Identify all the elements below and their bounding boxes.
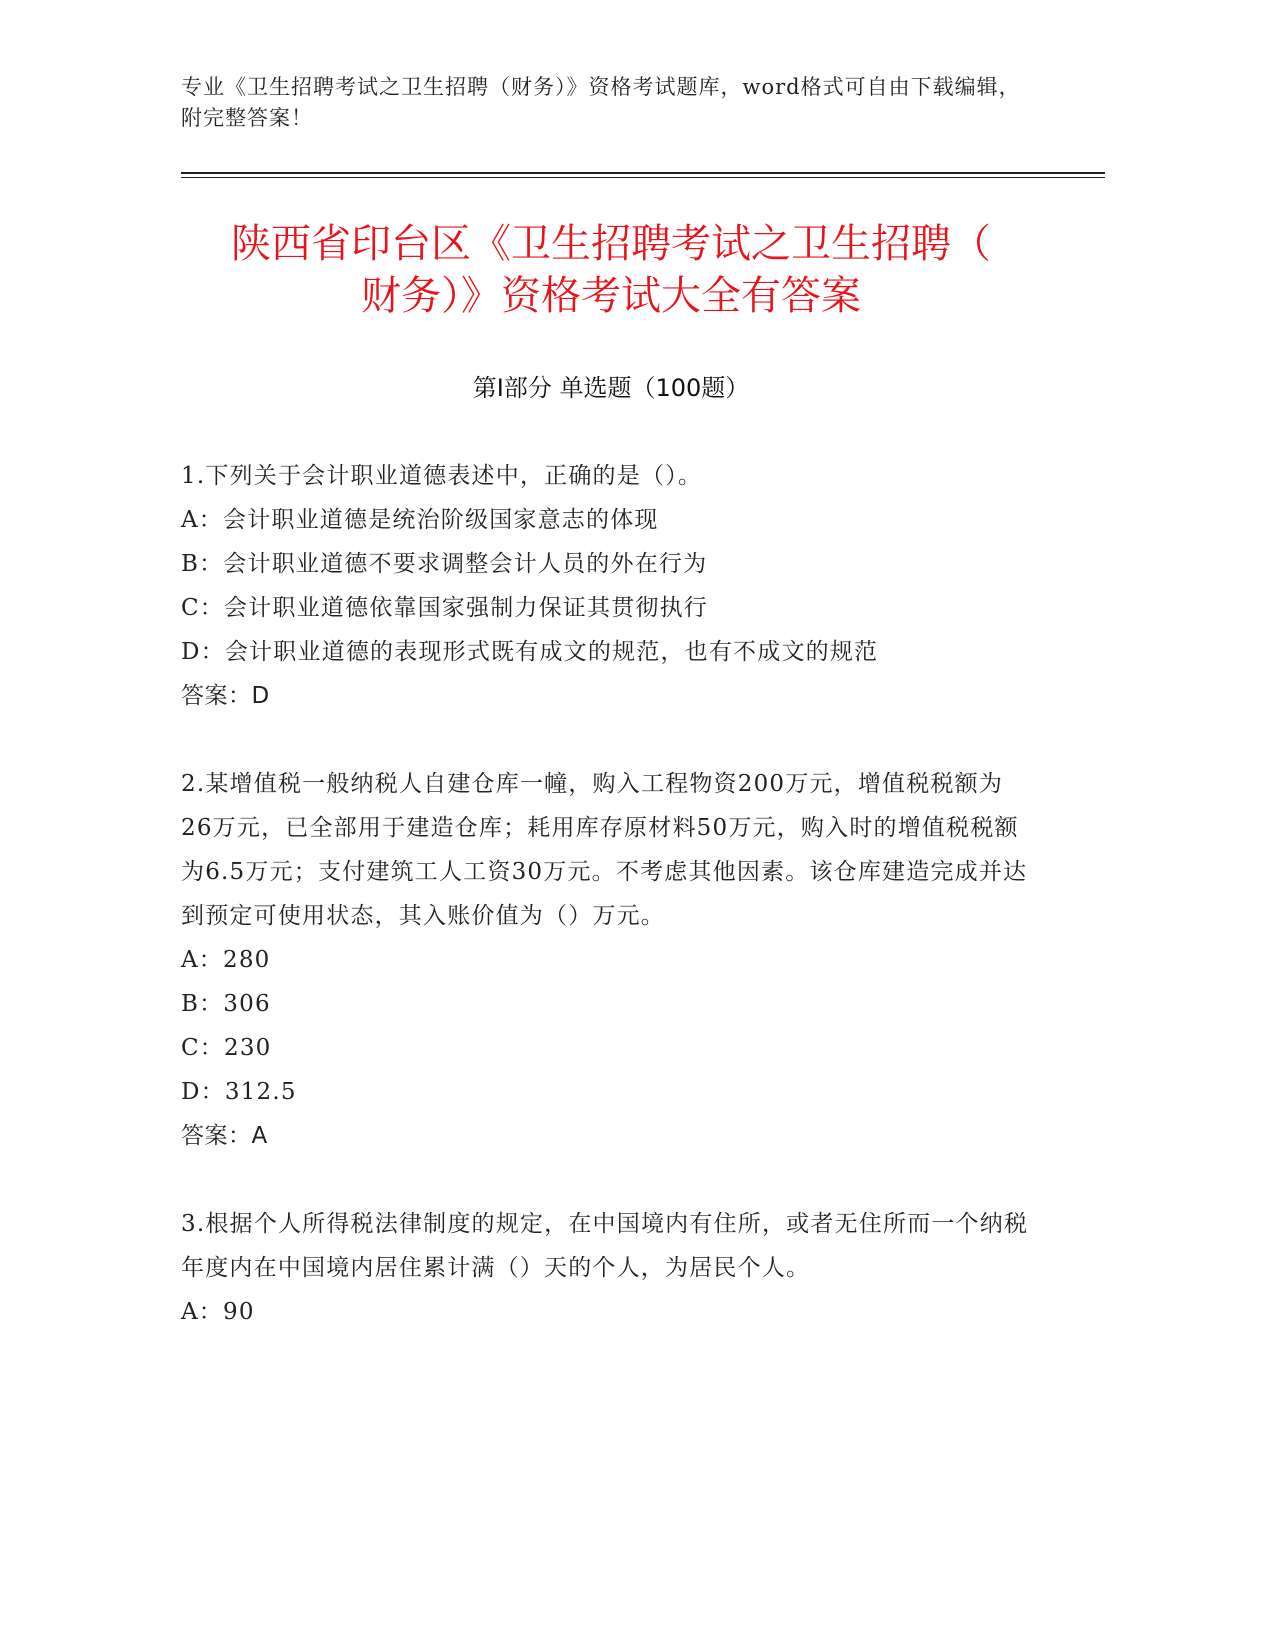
header-rule-thin xyxy=(181,177,1105,178)
answer: 答案：D xyxy=(181,683,270,709)
section-title: 第I部分 单选题（100题） xyxy=(472,374,750,402)
question-text: 3.根据个人所得税法律制度的规定，在中国境内有住所，或者无住所而一个纳税年度内在中国境内居住累计满（）天的个人，为居民个人。 xyxy=(181,1211,1029,1281)
question-text: 2.某增值税一般纳税人自建仓库一幢，购入工程物资200万元，增值税税额为26万元，已全部用于建造仓库；耗用库存原材料50万元，购入时的增值税税额为6.5万元；支付建筑工人工资30万元。不考虑其他因素。该仓库建造完成并达到预定可使用状态，其入账价值为（）万元。 xyxy=(181,771,1028,929)
spacer xyxy=(181,1158,1031,1202)
page-title-line-2: 财务）》资格考试大全有答案 xyxy=(361,273,861,319)
page-title xyxy=(181,218,1041,322)
question-text: 1.下列关于会计职业道德表述中，正确的是（）。 xyxy=(181,463,703,489)
header-note: 专业《卫生招聘考试之卫生招聘（财务）》资格考试题库，word格式可自由下载编辑，附完整答案！ xyxy=(181,75,1021,130)
spacer xyxy=(181,718,1031,762)
option-b: B：306 xyxy=(181,991,271,1017)
option-a: A：会计职业道德是统治阶级国家意志的体现 xyxy=(181,507,659,533)
option-a: A：280 xyxy=(181,947,271,973)
answer: 答案：A xyxy=(181,1123,268,1149)
option-d: D：会计职业道德的表现形式既有成文的规范，也有不成文的规范 xyxy=(181,639,879,665)
question-list xyxy=(181,454,1031,1334)
option-b: B：会计职业道德不要求调整会计人员的外在行为 xyxy=(181,551,708,577)
option-c: C：230 xyxy=(181,1035,272,1061)
question-1 xyxy=(181,454,1031,718)
option-a: A：90 xyxy=(181,1299,255,1325)
question-3 xyxy=(181,1202,1031,1334)
option-d: D：312.5 xyxy=(181,1079,297,1105)
question-2 xyxy=(181,762,1031,1158)
page-title-line-1: 陕西省印台区《卫生招聘考试之卫生招聘（ xyxy=(231,221,991,267)
header-rule-thick xyxy=(181,172,1105,174)
option-c: C：会计职业道德依靠国家强制力保证其贯彻执行 xyxy=(181,595,708,621)
